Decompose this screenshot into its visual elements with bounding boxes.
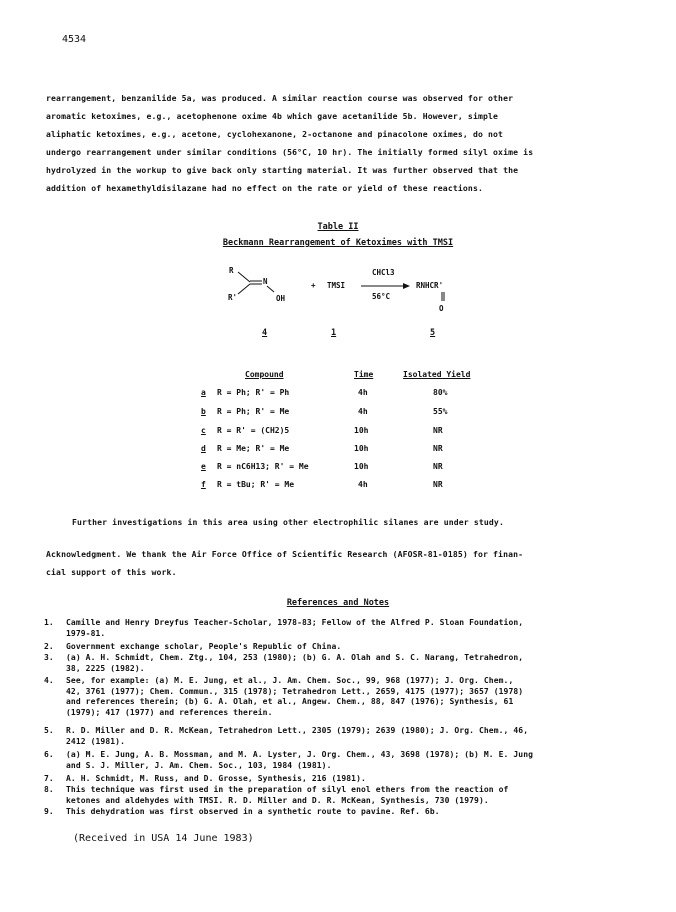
intro-line: hydrolyzed in the workup to give back only starting material. It was further observed that the [46, 165, 519, 175]
row-id: a [201, 388, 206, 397]
scheme-plus: + [311, 281, 316, 290]
reference-number: 7. [44, 774, 54, 783]
reference-line: and S. J. Miller, J. Am. Chem. Soc., 103, 1984 (1981). [66, 760, 332, 770]
reaction-arrow [361, 282, 411, 290]
reference-number: 1. [44, 618, 54, 627]
oxime-bonds [236, 270, 276, 300]
compound-number-1: 1 [331, 328, 337, 338]
row-time: 4h [358, 407, 368, 416]
row-compound: R = tBu; R' = Me [217, 480, 295, 489]
row-yield: NR [433, 480, 443, 489]
row-time: 4h [358, 388, 368, 397]
reference-number: 8. [44, 785, 54, 794]
compound-number-5: 5 [430, 328, 436, 338]
row-id: e [201, 462, 206, 471]
references-title: References and Notes [286, 598, 390, 608]
row-compound: R = R' = (CH2)5 [217, 426, 290, 435]
further-paragraph: Further investigations in this area using other electrophilic silanes are under study. [72, 517, 504, 527]
reference-line: This dehydration was first observed in a synthetic route to pavine. Ref. 6b. [66, 807, 440, 816]
scheme-oh: OH [276, 294, 286, 303]
reference-line: 42, 3761 (1977); Chem. Commun., 315 (1978); Tetrahedron Lett., 2659, 4175 (1977); 3657 (1978) [66, 686, 524, 696]
row-id: c [201, 426, 206, 435]
scheme-condition-top: CHCl3 [372, 268, 395, 277]
reference-line: (a) M. E. Jung, A. B. Mossman, and M. A. Lyster, J. Org. Chem., 43, 3698 (1978); (b) M. E. Jung [66, 750, 534, 759]
reference-line: Government exchange scholar, People's Republic of China. [66, 642, 342, 651]
reference-number: 9. [44, 807, 54, 816]
row-id: d [201, 444, 206, 453]
intro-line: addition of hexamethyldisilazane had no effect on the rate or yield of these reactions. [46, 183, 483, 193]
column-header-time: Time [354, 370, 374, 379]
reference-number: 3. [44, 653, 54, 662]
row-yield: 80% [433, 388, 448, 397]
reference-line: 2412 (1981). [66, 736, 125, 746]
table-title: Table II [317, 222, 359, 232]
reference-number: 4. [44, 676, 54, 685]
reference-line: A. H. Schmidt, M. Russ, and D. Grosse, Synthesis, 216 (1981). [66, 774, 366, 783]
reference-line: This technique was first used in the preparation of silyl enol ethers from the reaction of [66, 785, 509, 794]
column-header-yield: Isolated Yield [403, 370, 471, 379]
reference-number: 5. [44, 726, 54, 735]
row-yield: NR [433, 426, 443, 435]
received-date: (Received in USA 14 June 1983) [73, 833, 254, 844]
reference-line: (a) A. H. Schmidt, Chem. Ztg., 104, 253 (1980); (b) G. A. Olah and S. C. Narang, Tetrahedron, [66, 653, 524, 662]
scheme-r-bottom: R' [228, 293, 238, 302]
row-id: f [201, 480, 206, 489]
row-time: 4h [358, 480, 368, 489]
row-compound: R = Me; R' = Me [217, 444, 290, 453]
reference-line: R. D. Miller and D. R. McKean, Tetrahedron Lett., 2305 (1979); 2639 (1980); J. Org. Chem., 46, [66, 726, 529, 735]
intro-line: aliphatic ketoximes, e.g., acetone, cyclohexanone, 2-octanone and pinacolone oximes, do not [46, 129, 504, 139]
row-time: 10h [354, 462, 369, 471]
compound-number-4: 4 [262, 328, 268, 338]
page-number: 4534 [62, 34, 87, 45]
row-compound: R = Ph; R' = Me [217, 407, 290, 416]
scheme-reagent: TMSI [327, 281, 346, 290]
row-time: 10h [354, 444, 369, 453]
ack-line: Acknowledgment. We thank the Air Force Office of Scientific Research (AFOSR-81-0185) for finan- [46, 549, 524, 559]
reference-line: ketones and aldehydes with TMSI. R. D. Miller and D. R. McKean, Synthesis, 730 (1979). [66, 795, 489, 805]
reference-line: Camille and Henry Dreyfus Teacher-Scholar, 1978-83; Fellow of the Alfred P. Sloan Foundation, [66, 618, 524, 627]
row-yield: NR [433, 444, 443, 453]
scheme-r-top: R [229, 266, 234, 275]
reference-line: 38, 2225 (1982). [66, 663, 145, 673]
scheme-product: RNHCR' [416, 281, 444, 290]
scheme-n: N [263, 277, 268, 286]
row-compound: R = Ph; R' = Ph [217, 388, 290, 397]
scheme-product-o: O [439, 304, 444, 313]
row-yield: 55% [433, 407, 448, 416]
row-id: b [201, 407, 206, 416]
reference-number: 2. [44, 642, 54, 651]
column-header-compound: Compound [245, 370, 284, 379]
reference-line: 1979-81. [66, 628, 106, 638]
reference-number: 6. [44, 750, 54, 759]
table-subtitle: Beckmann Rearrangement of Ketoximes with TMSI [222, 238, 454, 248]
scheme-condition-bottom: 56°C [372, 292, 391, 301]
reference-line: See, for example: (a) M. E. Jung, et al., J. Am. Chem. Soc., 99, 968 (1977); J. Org. Chem., [66, 676, 514, 685]
row-yield: NR [433, 462, 443, 471]
row-time: 10h [354, 426, 369, 435]
reference-line: and references therein; (b) G. A. Olah, et al., Angew. Chem., 88, 847 (1976); Synthesis, 61 [66, 697, 514, 707]
intro-line: aromatic ketoximes, e.g., acetophenone oxime 4b which gave acetanilide 5b. However, simple [46, 111, 499, 121]
ack-line: cial support of this work. [46, 567, 177, 577]
row-compound: R = nC6H13; R' = Me [217, 462, 309, 471]
carbonyl-bond [440, 292, 446, 302]
intro-line: rearrangement, benzanilide 5a, was produced. A similar reaction course was observed for other [46, 93, 514, 103]
intro-line: undergo rearrangement under similar conditions (56°C, 10 hr). The initially formed silyl oxime is [46, 147, 534, 157]
reference-line: (1979); 417 (1977) and references therein. [66, 707, 273, 717]
